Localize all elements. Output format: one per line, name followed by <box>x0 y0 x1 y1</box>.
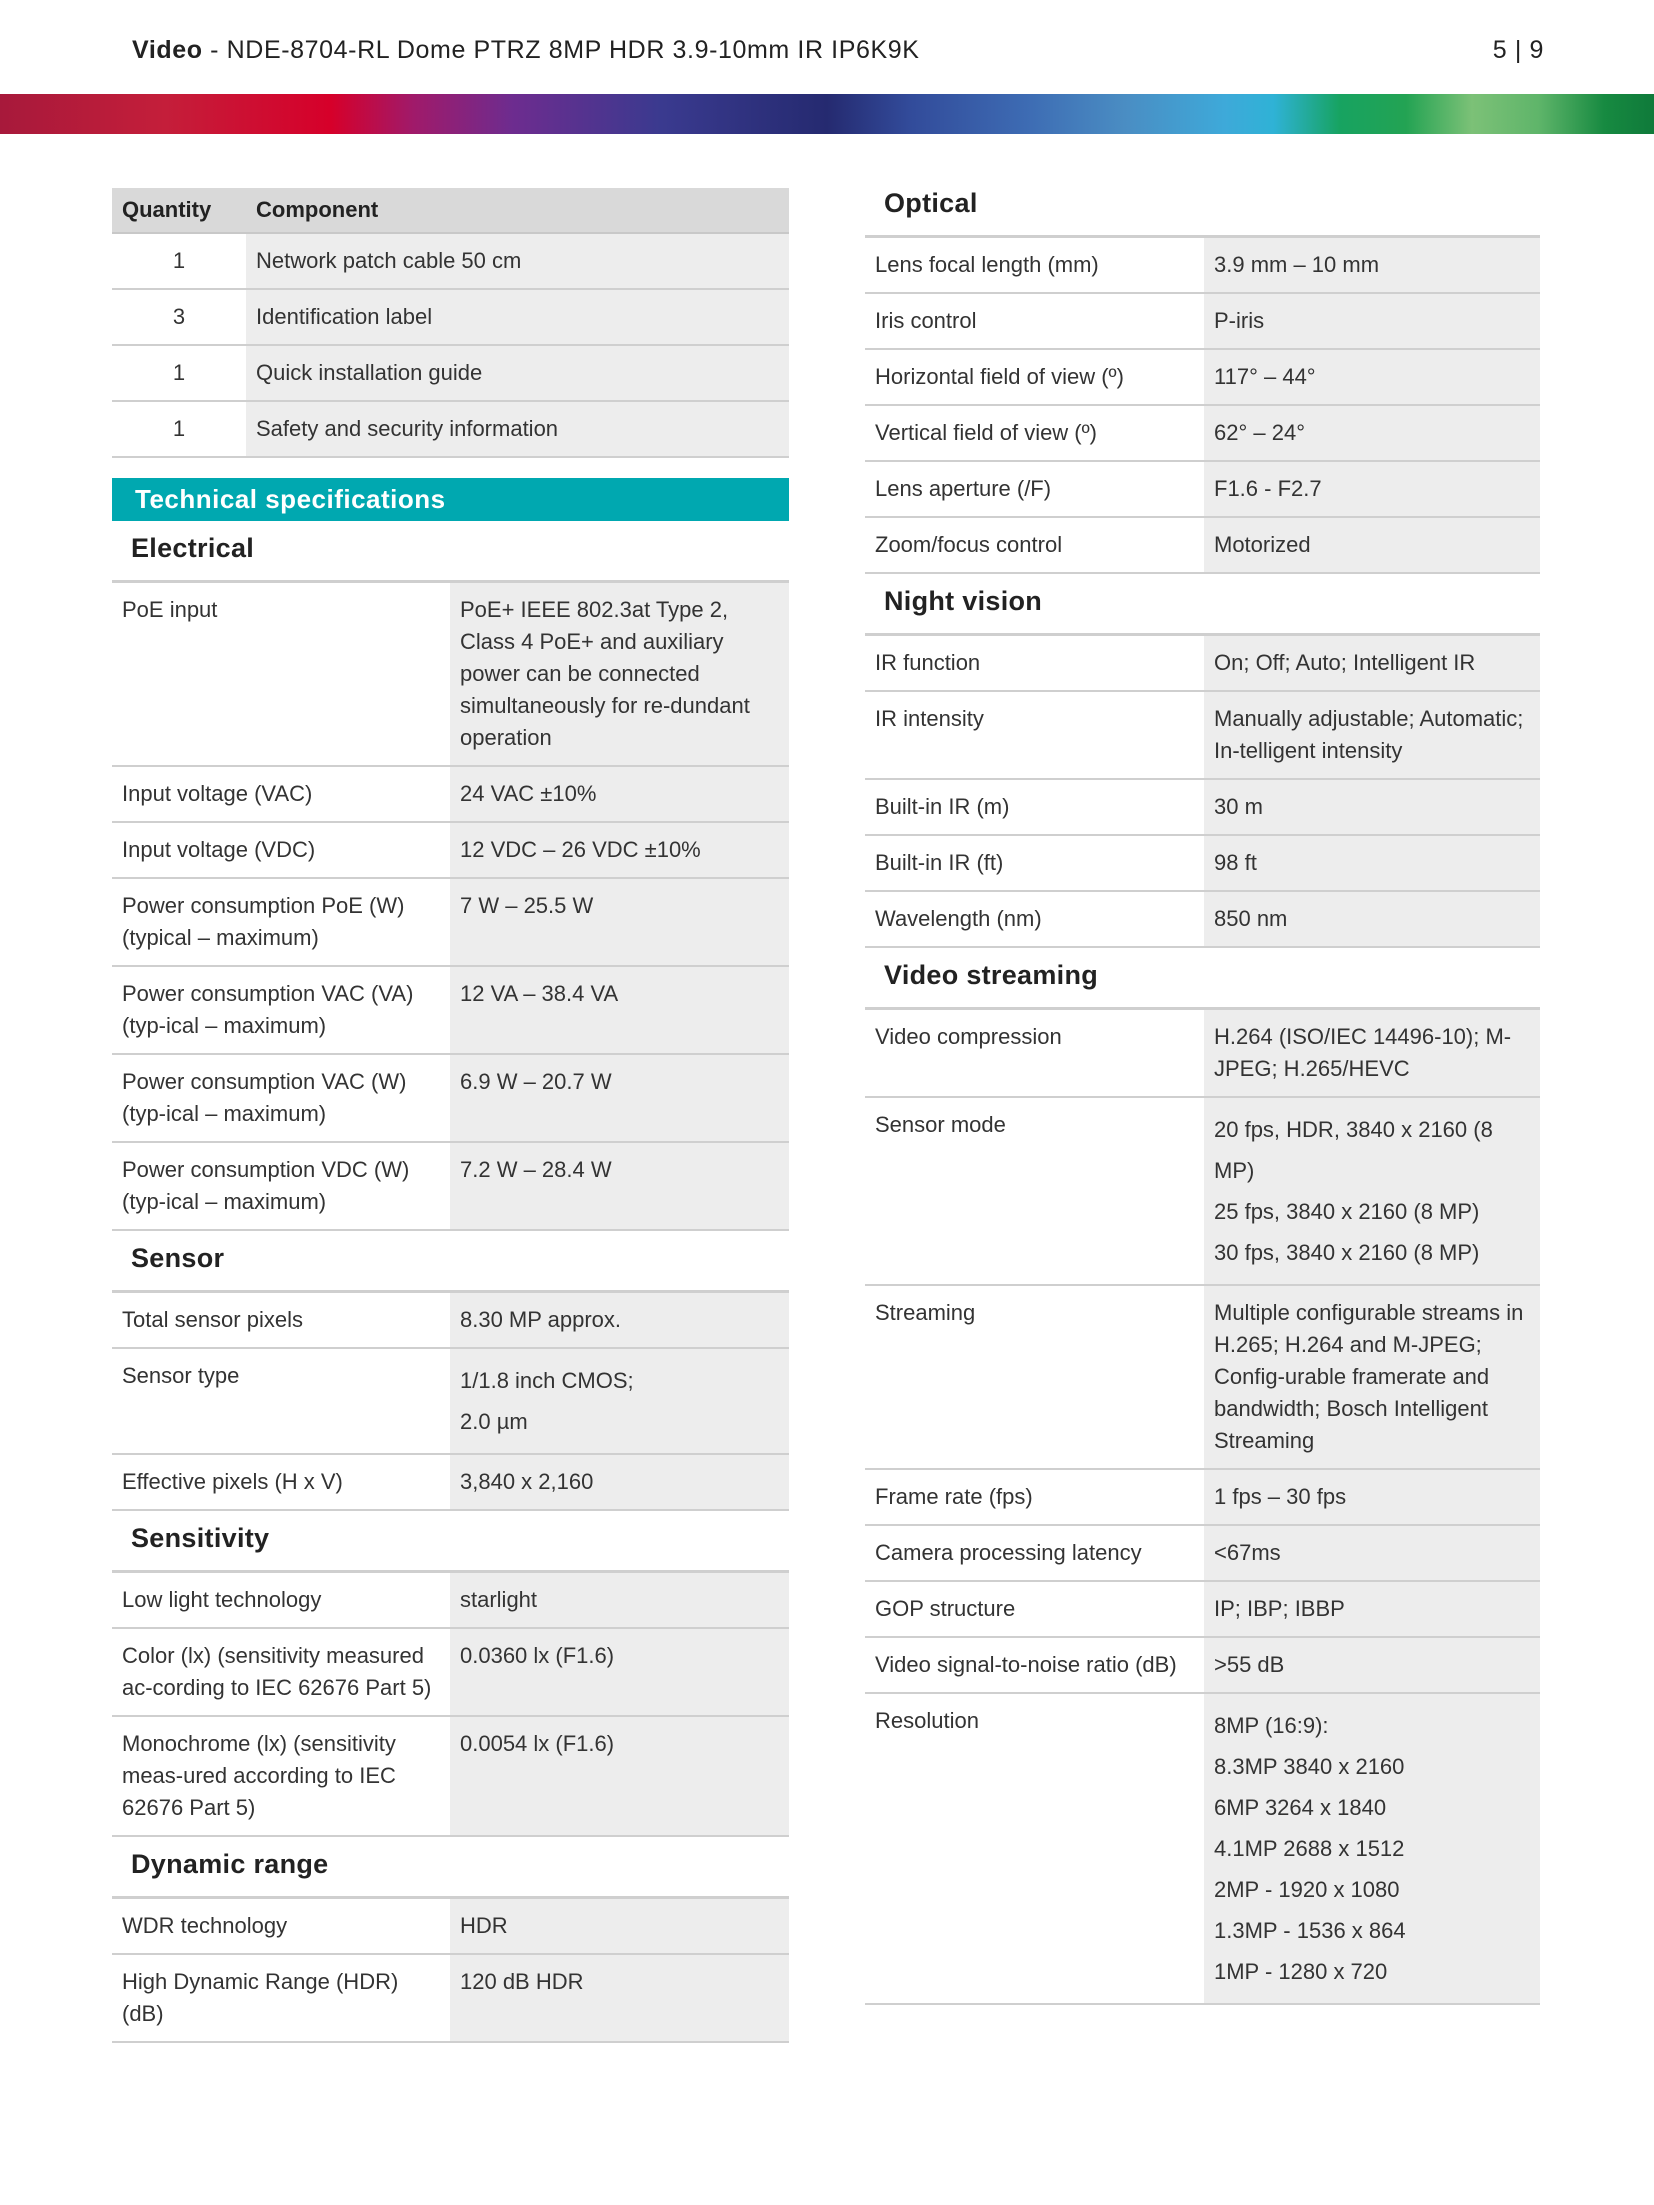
spec-value-line: 20 fps, HDR, 3840 x 2160 (8 MP) <box>1214 1117 1493 1183</box>
scope-row <box>112 401 789 457</box>
spec-label: Vertical field of view (º) <box>865 405 1204 461</box>
spec-value <box>450 1142 789 1230</box>
quantity-cell: 3 <box>112 289 246 345</box>
spec-row <box>865 1525 1540 1581</box>
spec-label: Sensor type <box>112 1348 450 1454</box>
spec-value-line: 12 VA – 38.4 VA <box>460 981 619 1006</box>
spec-value <box>450 1628 789 1716</box>
spec-label: Built-in IR (m) <box>865 779 1204 835</box>
spec-value <box>1204 293 1540 349</box>
spec-row <box>112 1454 789 1510</box>
spec-label: Power consumption PoE (W) (typical – maximum) <box>112 878 450 966</box>
spec-label: Built-in IR (ft) <box>865 835 1204 891</box>
spec-table-sensor <box>112 1293 789 1511</box>
scope-header-row <box>112 188 789 233</box>
quantity-cell: 1 <box>112 233 246 289</box>
scope-row <box>112 289 789 345</box>
section-title-dynamic-range: Dynamic range <box>112 1837 789 1899</box>
spec-value-line: 3.9 mm – 10 mm <box>1214 252 1380 277</box>
quantity-header: Quantity <box>112 188 246 233</box>
brand-color-band <box>0 94 1654 134</box>
spec-value <box>1204 517 1540 573</box>
spec-row <box>112 1716 789 1836</box>
spec-value-line: IP; IBP; IBBP <box>1214 1596 1345 1621</box>
spec-label: Low light technology <box>112 1573 450 1628</box>
spec-value-line: >55 dB <box>1214 1652 1285 1677</box>
spec-value <box>1204 1581 1540 1637</box>
spec-label: Sensor mode <box>865 1097 1204 1285</box>
spec-value-line: 3,840 x 2,160 <box>460 1469 594 1494</box>
spec-row <box>112 1293 789 1348</box>
spec-label: Resolution <box>865 1693 1204 2004</box>
spec-value-line: 7.2 W – 28.4 W <box>460 1157 612 1182</box>
spec-value <box>450 1573 789 1628</box>
section-title-electrical: Electrical <box>112 521 789 583</box>
spec-value <box>1204 405 1540 461</box>
spec-label: Color (lx) (sensitivity measured ac-cording to IEC 62676 Part 5) <box>112 1628 450 1716</box>
spec-value-line: 1/1.8 inch CMOS; <box>460 1368 634 1393</box>
section-title-sensor: Sensor <box>112 1231 789 1293</box>
section-title-sensitivity: Sensitivity <box>112 1511 789 1573</box>
spec-value-line: 120 dB HDR <box>460 1969 584 1994</box>
spec-value <box>1204 1525 1540 1581</box>
spec-value-line: 30 fps, 3840 x 2160 (8 MP) <box>1214 1240 1480 1265</box>
spec-value <box>1204 891 1540 947</box>
right-column <box>865 188 1540 2005</box>
spec-table-sensitivity <box>112 1573 789 1837</box>
spec-value-line: 2.0 µm <box>460 1409 528 1434</box>
spec-value <box>450 1716 789 1836</box>
header-category: Video <box>132 36 203 64</box>
spec-row <box>112 766 789 822</box>
spec-value-line: 30 m <box>1214 794 1263 819</box>
spec-value-line: 4.1MP 2688 x 1512 <box>1214 1836 1405 1861</box>
spec-row <box>865 517 1540 573</box>
scope-row <box>112 345 789 401</box>
spec-table-night-vision <box>865 636 1540 948</box>
spec-label: WDR technology <box>112 1899 450 1954</box>
spec-value <box>450 583 789 766</box>
spec-label: Total sensor pixels <box>112 1293 450 1348</box>
spec-label: Wavelength (nm) <box>865 891 1204 947</box>
component-cell: Quick installation guide <box>246 345 789 401</box>
spec-label: Monochrome (lx) (sensitivity meas-ured according to IEC 62676 Part 5) <box>112 1716 450 1836</box>
spec-row <box>112 1899 789 1954</box>
spec-row <box>865 1637 1540 1693</box>
spec-value-line: HDR <box>460 1913 508 1938</box>
spec-value <box>1204 636 1540 691</box>
spec-value-line: Multiple configurable streams in H.265; H.264 and M-JPEG; Config-urable framerate and bandwidth; Bosch Intelligent Streaming <box>1214 1300 1524 1453</box>
spec-row <box>865 349 1540 405</box>
quantity-cell: 1 <box>112 345 246 401</box>
spec-row <box>112 878 789 966</box>
spec-value <box>450 878 789 966</box>
technical-specifications-heading: Technical specifications <box>112 478 789 521</box>
spec-value <box>1204 1469 1540 1525</box>
spec-row <box>865 1581 1540 1637</box>
spec-label: Camera processing latency <box>865 1525 1204 1581</box>
spec-value-line: 25 fps, 3840 x 2160 (8 MP) <box>1214 1199 1480 1224</box>
spec-row <box>865 1010 1540 1097</box>
spec-value-line: 0.0360 lx (F1.6) <box>460 1643 615 1668</box>
spec-label: Video compression <box>865 1010 1204 1097</box>
spec-label: Input voltage (VDC) <box>112 822 450 878</box>
spec-row <box>865 461 1540 517</box>
section-title-video-streaming: Video streaming <box>865 948 1540 1010</box>
spec-value-line: <67ms <box>1214 1540 1281 1565</box>
spec-value-line: 62° – 24° <box>1214 420 1305 445</box>
spec-label: Lens aperture (/F) <box>865 461 1204 517</box>
spec-label: High Dynamic Range (HDR) (dB) <box>112 1954 450 2042</box>
spec-row <box>112 583 789 766</box>
page-header <box>132 36 1544 76</box>
spec-value-line: 2MP - 1920 x 1080 <box>1214 1877 1400 1902</box>
spec-label: Zoom/focus control <box>865 517 1204 573</box>
spec-label: Input voltage (VAC) <box>112 766 450 822</box>
spec-value-line: 7 W – 25.5 W <box>460 893 594 918</box>
spec-label: Effective pixels (H x V) <box>112 1454 450 1510</box>
spec-label: Horizontal field of view (º) <box>865 349 1204 405</box>
spec-value-line: 12 VDC – 26 VDC ±10% <box>460 837 701 862</box>
spec-value <box>1204 691 1540 779</box>
spec-value-line: 6.9 W – 20.7 W <box>460 1069 612 1094</box>
spec-row <box>112 1628 789 1716</box>
spec-value-line: P-iris <box>1214 308 1265 333</box>
spec-row <box>112 1142 789 1230</box>
spec-value-line: starlight <box>460 1587 538 1612</box>
spec-row <box>865 293 1540 349</box>
spec-row <box>865 691 1540 779</box>
spec-row <box>112 966 789 1054</box>
left-column <box>112 188 789 2043</box>
spec-row <box>865 405 1540 461</box>
spec-value <box>450 766 789 822</box>
spec-value <box>1204 835 1540 891</box>
spec-value <box>1204 1693 1540 2004</box>
left-spec-sections <box>112 521 789 2043</box>
spec-label: Video signal-to-noise ratio (dB) <box>865 1637 1204 1693</box>
spec-table-dynamic-range <box>112 1899 789 2043</box>
spec-value-line: 1MP - 1280 x 720 <box>1214 1959 1388 1984</box>
spec-label: IR function <box>865 636 1204 691</box>
spec-value <box>450 822 789 878</box>
spec-value <box>1204 1010 1540 1097</box>
spec-row <box>865 238 1540 293</box>
spec-label: Streaming <box>865 1285 1204 1469</box>
right-spec-sections <box>865 188 1540 2005</box>
spec-value-line: 8.3MP 3840 x 2160 <box>1214 1754 1405 1779</box>
spec-value <box>1204 461 1540 517</box>
page-number: 5 | 9 <box>1492 36 1544 64</box>
scope-of-delivery-table <box>112 188 789 458</box>
spec-row <box>865 1097 1540 1285</box>
spec-row <box>112 1348 789 1454</box>
spec-value-line: 6MP 3264 x 1840 <box>1214 1795 1387 1820</box>
spec-label: Power consumption VAC (VA) (typ-ical – maximum) <box>112 966 450 1054</box>
scope-row <box>112 233 789 289</box>
spec-value <box>450 1054 789 1142</box>
quantity-cell: 1 <box>112 401 246 457</box>
spec-value-line: H.264 (ISO/IEC 14496-10); M-JPEG; H.265/HEVC <box>1214 1024 1512 1081</box>
spec-value-line: Motorized <box>1214 532 1311 557</box>
spec-value <box>1204 1637 1540 1693</box>
spec-table-electrical <box>112 583 789 1231</box>
spec-value <box>1204 238 1540 293</box>
spec-value-line: 117° – 44° <box>1214 364 1316 389</box>
component-cell: Identification label <box>246 289 789 345</box>
spec-value <box>1204 349 1540 405</box>
spec-row <box>865 891 1540 947</box>
section-title-optical: Optical <box>865 188 1540 238</box>
spec-label: Lens focal length (mm) <box>865 238 1204 293</box>
spec-value <box>450 1454 789 1510</box>
component-header: Component <box>246 188 789 233</box>
component-cell: Safety and security information <box>246 401 789 457</box>
spec-row <box>112 1054 789 1142</box>
spec-label: GOP structure <box>865 1581 1204 1637</box>
spec-value-line: 98 ft <box>1214 850 1257 875</box>
spec-value-line: PoE+ IEEE 802.3at Type 2, Class 4 PoE+ and auxiliary power can be connected simultaneously for re-dundant operation <box>460 597 750 750</box>
spec-value <box>1204 779 1540 835</box>
spec-row <box>112 1573 789 1628</box>
spec-value-line: On; Off; Auto; Intelligent IR <box>1214 650 1476 675</box>
spec-row <box>112 1954 789 2042</box>
spec-table-video-streaming <box>865 1010 1540 2005</box>
spec-value <box>450 966 789 1054</box>
spec-value-line: 850 nm <box>1214 906 1288 931</box>
spec-value-line: 8MP (16:9): <box>1214 1713 1329 1738</box>
spec-value-line: Manually adjustable; Automatic; In-telligent intensity <box>1214 706 1524 763</box>
spec-value-line: F1.6 - F2.7 <box>1214 476 1322 501</box>
spec-value-line: 1 fps – 30 fps <box>1214 1484 1347 1509</box>
section-title-night-vision: Night vision <box>865 574 1540 636</box>
header-title: - NDE-8704-RL Dome PTRZ 8MP HDR 3.9-10mm IR IP6K9K <box>202 36 920 64</box>
spec-row <box>865 636 1540 691</box>
spec-value-line: 1.3MP - 1536 x 864 <box>1214 1918 1406 1943</box>
spec-row <box>865 1469 1540 1525</box>
spec-row <box>865 1285 1540 1469</box>
spec-value <box>450 1954 789 2042</box>
spec-row <box>865 779 1540 835</box>
spec-value <box>450 1348 789 1454</box>
spec-label: Power consumption VDC (W) (typ-ical – maximum) <box>112 1142 450 1230</box>
spec-label: PoE input <box>112 583 450 766</box>
spec-value-line: 8.30 MP approx. <box>460 1307 622 1332</box>
spec-value-line: 0.0054 lx (F1.6) <box>460 1731 615 1756</box>
spec-table-optical <box>865 238 1540 574</box>
spec-value <box>450 1293 789 1348</box>
spec-label: Frame rate (fps) <box>865 1469 1204 1525</box>
component-cell: Network patch cable 50 cm <box>246 233 789 289</box>
spec-row <box>112 822 789 878</box>
spec-value <box>1204 1097 1540 1285</box>
spec-label: Iris control <box>865 293 1204 349</box>
spec-row <box>865 835 1540 891</box>
spec-value-line: 24 VAC ±10% <box>460 781 597 806</box>
spec-label: Power consumption VAC (W) (typ-ical – maximum) <box>112 1054 450 1142</box>
spec-row <box>865 1693 1540 2004</box>
spec-value <box>1204 1285 1540 1469</box>
spec-label: IR intensity <box>865 691 1204 779</box>
spec-value <box>450 1899 789 1954</box>
